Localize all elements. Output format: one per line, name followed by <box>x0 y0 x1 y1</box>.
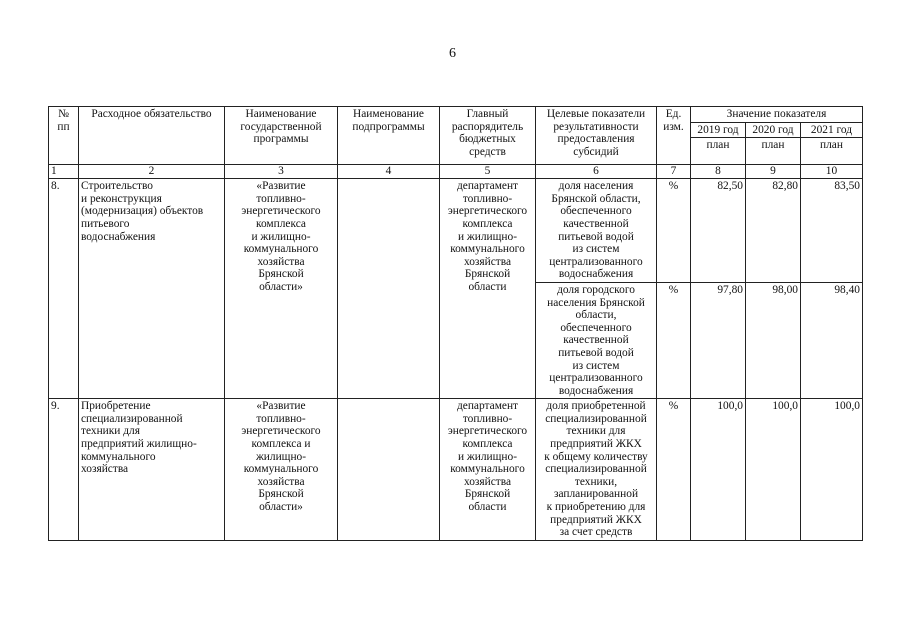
header-plan-2019: план <box>691 138 746 165</box>
indicators-table <box>48 106 863 541</box>
column-number: 10 <box>801 165 863 179</box>
row-program: «Развитие топливно- энергетического комплекса и жилищно- коммунального хозяйства Брянской области» <box>225 179 338 399</box>
row-value-2020: 82,80 <box>746 179 801 283</box>
header-program: Наименование государственной программы <box>225 107 338 165</box>
column-number: 9 <box>746 165 801 179</box>
row-value-2020: 98,00 <box>746 282 801 398</box>
column-number: 8 <box>691 165 746 179</box>
header-unit: Ед. изм. <box>657 107 691 165</box>
row-unit: % <box>657 399 691 541</box>
header-year-2020: 2020 год <box>746 122 801 138</box>
header-obligation: Расходное обязательство <box>79 107 225 165</box>
column-number-row <box>49 165 863 179</box>
header-indicators: Целевые показатели результативности предоставления субсидий <box>536 107 657 165</box>
row-value-2019: 100,0 <box>691 399 746 541</box>
table-row <box>49 399 863 541</box>
header-plan-2021: план <box>801 138 863 165</box>
row-program: «Развитие топливно- энергетического комплекса и жилищно- коммунального хозяйства Брянской области» <box>225 399 338 541</box>
column-number: 1 <box>49 165 79 179</box>
row-number: 9. <box>49 399 79 541</box>
header-year-2019: 2019 год <box>691 122 746 138</box>
column-number: 2 <box>79 165 225 179</box>
row-obligation: Приобретение специализированной техники для предприятий жилищно- коммунального хозяйства <box>79 399 225 541</box>
row-value-2021: 98,40 <box>801 282 863 398</box>
page-number: 6 <box>449 46 456 61</box>
header-row-1 <box>49 107 863 123</box>
column-number: 7 <box>657 165 691 179</box>
column-number: 5 <box>440 165 536 179</box>
row-subprogram <box>338 179 440 399</box>
header-indicator-value: Значение показателя <box>691 107 863 123</box>
column-number: 4 <box>338 165 440 179</box>
row-subprogram <box>338 399 440 541</box>
header-manager: Главный распорядитель бюджетных средств <box>440 107 536 165</box>
row-value-2019: 82,50 <box>691 179 746 283</box>
row-obligation: Строительство и реконструкция (модернизация) объектов питьевого водоснабжения <box>79 179 225 399</box>
row-indicator: доля населения Брянской области, обеспеченного качественной питьевой водой из систем централизованного водоснабжения <box>536 179 657 283</box>
row-value-2019: 97,80 <box>691 282 746 398</box>
row-manager: департамент топливно- энергетического комплекса и жилищно- коммунального хозяйства Брянской области <box>440 179 536 399</box>
header-plan-2020: план <box>746 138 801 165</box>
row-unit: % <box>657 179 691 283</box>
row-indicator: доля приобретенной специализированной техники для предприятий ЖКХ к общему количеству специализированной техники, запланированной к приобретению для предприятий ЖКХ за счет средств <box>536 399 657 541</box>
row-value-2020: 100,0 <box>746 399 801 541</box>
row-value-2021: 100,0 <box>801 399 863 541</box>
header-year-2021: 2021 год <box>801 122 863 138</box>
row-unit: % <box>657 282 691 398</box>
header-subprogram: Наименование подпрограммы <box>338 107 440 165</box>
header-num: № пп <box>49 107 79 165</box>
column-number: 3 <box>225 165 338 179</box>
table-row <box>49 179 863 283</box>
row-value-2021: 83,50 <box>801 179 863 283</box>
column-number: 6 <box>536 165 657 179</box>
row-number: 8. <box>49 179 79 399</box>
row-indicator: доля городского населения Брянской области, обеспеченного качественной питьевой водой из систем централизованного водоснабжения <box>536 282 657 398</box>
row-manager: департамент топливно- энергетического комплекса и жилищно- коммунального хозяйства Брянской области <box>440 399 536 541</box>
